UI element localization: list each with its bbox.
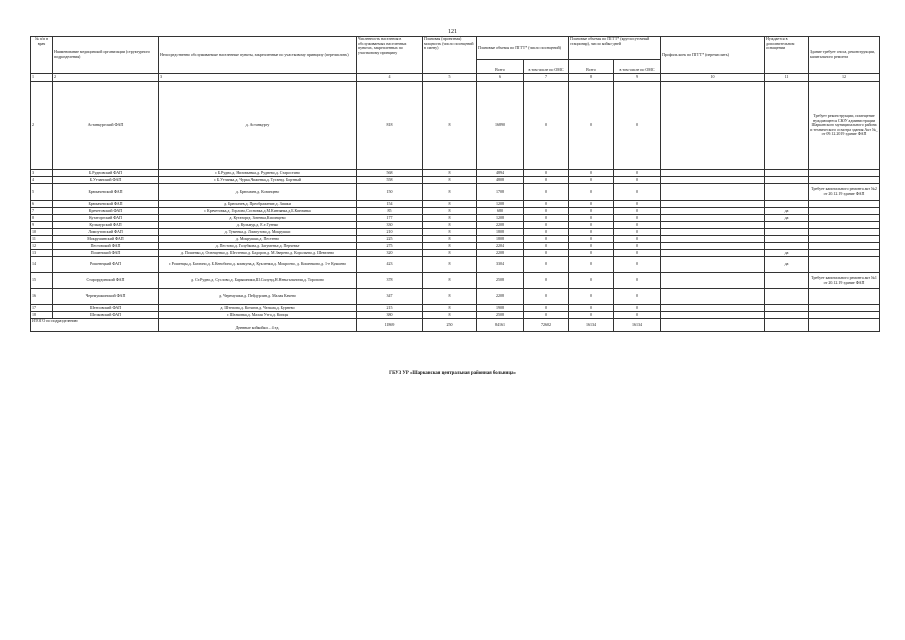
capacity: 8 [423, 184, 477, 201]
capacity: 8 [423, 229, 477, 236]
visits-oms: 0 [524, 312, 569, 319]
table-row [31, 184, 880, 201]
total-beds: 16134 [569, 319, 614, 332]
settlements: с Рошенцы,д. Бахтино,д. Б.Кенобино,д. коммуна,д. Кукленки,д. Мокроево, д. Кошенково,д. 1-е Кукшево [159, 257, 357, 273]
beds-total: 0 [569, 273, 614, 289]
beds-oms: 0 [614, 236, 661, 243]
capacity: 8 [423, 250, 477, 257]
beds-total: 0 [569, 229, 614, 236]
table-row [31, 305, 880, 312]
row-number: 16 [31, 289, 53, 305]
total-population: 11869 [357, 319, 423, 332]
facilities-table [30, 36, 880, 332]
equipment-need: да [765, 215, 809, 222]
row-number: 13 [31, 250, 53, 257]
row-number: 7 [31, 208, 53, 215]
capacity: 8 [423, 222, 477, 229]
visits-total: 680 [477, 208, 524, 215]
population: 378 [357, 273, 423, 289]
visits-oms: 0 [524, 243, 569, 250]
population: 215 [357, 305, 423, 312]
visits-total: 2508 [477, 312, 524, 319]
beds-oms: 0 [614, 305, 661, 312]
facility-name: Кутаторгский ФАП [53, 215, 159, 222]
settlements: д. Астанкургу [159, 82, 357, 170]
visits-total: 3304 [477, 257, 524, 273]
visits-oms: 0 [524, 305, 569, 312]
colnum: 3 [159, 74, 357, 82]
colnum: 4 [357, 74, 423, 82]
beds-total: 0 [569, 257, 614, 273]
equipment-need [765, 229, 809, 236]
beds-oms: 0 [614, 289, 661, 305]
repair-status [809, 243, 880, 250]
colnum: 1 [31, 74, 53, 82]
table-row [31, 170, 880, 177]
visits-total: 4808 [477, 177, 524, 184]
total-beds-oms: 16134 [614, 319, 661, 332]
header-beds-total: Всего [569, 60, 614, 74]
repair-status [809, 201, 880, 208]
population: 275 [357, 243, 423, 250]
settlements: д. Мокрушки,д. Пестеево [159, 236, 357, 243]
header-repair: Здание требует сноса, реконструкции, капитального ремонта [809, 37, 880, 74]
capacity: 8 [423, 305, 477, 312]
population: 85 [357, 208, 423, 215]
beds-oms: 0 [614, 250, 661, 257]
total-row [31, 319, 880, 332]
header-visits-total: Всего [477, 60, 524, 74]
visits-oms: 0 [524, 184, 569, 201]
facility-name: Шелковский ФАП [53, 312, 159, 319]
beds-oms: 0 [614, 215, 661, 222]
equipment-need [765, 170, 809, 177]
visits-oms: 0 [524, 170, 569, 177]
colnum: 9 [614, 74, 661, 82]
header-equipment: Нуждается в дополнительном оснащении [765, 37, 809, 74]
facility-name: Б.Рудновский ФАП [53, 170, 159, 177]
row-number: 15 [31, 273, 53, 289]
facility-name: Кульмурский ФАП [53, 222, 159, 229]
capacity: 8 [423, 208, 477, 215]
page-number: 121 [448, 29, 457, 35]
total-visits-oms: 72602 [524, 319, 569, 332]
equipment-need: да [765, 250, 809, 257]
header-capacity: Плановая (проектная) мощность (число посещений в смену) [423, 37, 477, 74]
settlements: д. Пестово,д. Голубкова,д. Загуменье,д. Перчевье [159, 243, 357, 250]
beds-oms: 0 [614, 273, 661, 289]
beds-total: 0 [569, 184, 614, 201]
bed-profile [661, 170, 765, 177]
facility-name: Рошенецкий ФАП [53, 257, 159, 273]
table-row [31, 289, 880, 305]
visits-oms: 0 [524, 250, 569, 257]
repair-status [809, 289, 880, 305]
repair-status: Требует капитального ремонта акт №2 от 20.12.19 здание ФАП [809, 184, 880, 201]
population: 423 [357, 257, 423, 273]
beds-oms: 0 [614, 243, 661, 250]
repair-status [809, 250, 880, 257]
repair-status [809, 305, 880, 312]
capacity: 8 [423, 177, 477, 184]
header-org: Наименование медицинской организации (структурного подразделения) [53, 37, 159, 74]
beds-oms: 0 [614, 222, 661, 229]
visits-oms: 0 [524, 229, 569, 236]
beds-oms: 0 [614, 170, 661, 177]
visits-total: 2208 [477, 222, 524, 229]
settlements: д. Брюхачев,д. Преображение,д. Зишки [159, 201, 357, 208]
population: 225 [357, 236, 423, 243]
colnum: 12 [809, 74, 880, 82]
bed-profile [661, 184, 765, 201]
table-row [31, 257, 880, 273]
beds-total: 0 [569, 201, 614, 208]
row-number: 6 [31, 201, 53, 208]
colnum: 6 [477, 74, 524, 82]
bed-profile [661, 250, 765, 257]
visits-total: 1808 [477, 236, 524, 243]
visits-total: 2208 [477, 289, 524, 305]
facility-name: Б.Утчанский ФАП [53, 177, 159, 184]
settlements: с Б.Утчанка,д. Чурка,Чиженка,д. Тугаевд. Бортный [159, 177, 357, 184]
table-row [31, 177, 880, 184]
settlements: д. Кутаторгд. Зитенка,Кисинцево [159, 215, 357, 222]
facility-name: Пошенский ФАП [53, 250, 159, 257]
visits-total: 1208 [477, 215, 524, 222]
capacity: 8 [423, 289, 477, 305]
beds-oms: 0 [614, 201, 661, 208]
repair-status [809, 222, 880, 229]
equipment-need [765, 222, 809, 229]
beds-oms: 0 [614, 208, 661, 215]
equipment-need [765, 236, 809, 243]
visits-total: 16890 [477, 82, 524, 170]
table-row [31, 236, 880, 243]
equipment-need [765, 305, 809, 312]
capacity: 8 [423, 201, 477, 208]
visits-oms: 0 [524, 236, 569, 243]
bed-profile [661, 243, 765, 250]
facility-name: Старорудинский ФАП [53, 273, 159, 289]
visits-total: 2208 [477, 250, 524, 257]
table-row [31, 229, 880, 236]
repair-status [809, 312, 880, 319]
capacity: 8 [423, 170, 477, 177]
visits-oms: 0 [524, 177, 569, 184]
row-number: 10 [31, 229, 53, 236]
total-profile [661, 319, 765, 332]
bed-profile [661, 289, 765, 305]
facility-name: Брюхачевский ФАП [53, 201, 159, 208]
header-beds-oms: в том числе по ОМС [614, 60, 661, 74]
header-visits: Плановые объемы по ПГГТ* (число посещений) [477, 37, 569, 60]
visits-oms: 0 [524, 273, 569, 289]
repair-status [809, 208, 880, 215]
facility-name: Мокрушинский ФАП [53, 236, 159, 243]
beds-total: 0 [569, 312, 614, 319]
beds-total: 0 [569, 177, 614, 184]
settlements: д. Черемушки,д. Пейдурлин,д. Малая Качево [159, 289, 357, 305]
population: 568 [357, 170, 423, 177]
capacity: 8 [423, 236, 477, 243]
population: 347 [357, 289, 423, 305]
header-row [31, 37, 880, 60]
colnum: 10 [661, 74, 765, 82]
beds-total: 0 [569, 170, 614, 177]
row-number: 12 [31, 243, 53, 250]
row-number: 8 [31, 215, 53, 222]
equipment-need: да [765, 257, 809, 273]
beds-total: 0 [569, 305, 614, 312]
header-population: Численность населения в обслуживаемых населенных пунктах, закрепленных по участковому принципу [357, 37, 423, 74]
beds-total: 0 [569, 236, 614, 243]
equipment-need [765, 82, 809, 170]
visits-oms: 0 [524, 201, 569, 208]
beds-total: 0 [569, 250, 614, 257]
capacity: 8 [423, 243, 477, 250]
repair-status [809, 215, 880, 222]
settlements: д. Туменка,д. Ломпутово,д. Мокрушки [159, 229, 357, 236]
visits-total: 1208 [477, 201, 524, 208]
equipment-need [765, 243, 809, 250]
visits-oms: 0 [524, 257, 569, 273]
bed-profile [661, 208, 765, 215]
table-row [31, 243, 880, 250]
repair-status: Требует капитального ремонта акт №1 от 20.12.19 здание ФАП [809, 273, 880, 289]
facility-name: Пестовский ФАП [53, 243, 159, 250]
row-number: 11 [31, 236, 53, 243]
bed-profile [661, 229, 765, 236]
settlements: с Б.Рудно,д. Низовьевка,д. Руднево,д. Старостино [159, 170, 357, 177]
row-number: 4 [31, 177, 53, 184]
facility-name: Ломпутовский ФАП [53, 229, 159, 236]
capacity: 8 [423, 312, 477, 319]
facility-name: Брюхачевский ФАП [53, 184, 159, 201]
table-row [31, 222, 880, 229]
table-row [31, 250, 880, 257]
visits-oms: 0 [524, 208, 569, 215]
repair-status: Требует реконструкции, помещение нуждающееся СЮУ администрации Шарканского муниципального района и технического осмотра здания Акт №_ от 09.12.2019 здание ФАП [809, 82, 880, 170]
settlements: д. Ст.Рудно,д. Суслово,д. Барышники,Ш.Силунд,Н.Невьгальничи,д. Торопово [159, 273, 357, 289]
beds-total: 0 [569, 243, 614, 250]
population: 380 [357, 312, 423, 319]
settlements: д. Брюхачев,д. Козинцево [159, 184, 357, 201]
table-row [31, 312, 880, 319]
visits-oms: 0 [524, 215, 569, 222]
total-repair [809, 319, 880, 332]
colnum: 2 [53, 74, 159, 82]
row-number: 2 [31, 82, 53, 170]
visits-total: 1708 [477, 184, 524, 201]
beds-oms: 0 [614, 177, 661, 184]
table-row [31, 208, 880, 215]
header-num: № п/п в врач [31, 37, 53, 74]
column-number-row [31, 74, 880, 82]
population: 818 [357, 82, 423, 170]
visits-total: 1808 [477, 229, 524, 236]
visits-oms: 0 [524, 82, 569, 170]
colnum: 5 [423, 74, 477, 82]
capacity: 8 [423, 82, 477, 170]
facility-name: Астанкургский ФАП [53, 82, 159, 170]
header-settlements: Непосредственно обслуживаемые населенные пункты, закрепленные по участковому принципу (перечислить) [159, 37, 357, 74]
bed-profile [661, 257, 765, 273]
beds-oms: 0 [614, 257, 661, 273]
beds-total: 0 [569, 208, 614, 215]
beds-oms: 0 [614, 229, 661, 236]
equipment-need [765, 184, 809, 201]
settlements: д. Кульмур,д. Е.е.Гуенко [159, 222, 357, 229]
facility-name: Штеповский ФАП [53, 305, 159, 312]
repair-status [809, 170, 880, 177]
visits-total: 2204 [477, 243, 524, 250]
bed-profile [661, 177, 765, 184]
total-equipment [765, 319, 809, 332]
beds-total: 0 [569, 215, 614, 222]
bed-profile [661, 201, 765, 208]
row-number: 5 [31, 184, 53, 201]
row-number: 14 [31, 257, 53, 273]
row-number: 18 [31, 312, 53, 319]
beds-total: 0 [569, 289, 614, 305]
settlements: с Шелковка,д. Малая Утга,д. Копцы [159, 312, 357, 319]
equipment-need: да [765, 208, 809, 215]
population: 154 [357, 201, 423, 208]
beds-oms: 0 [614, 184, 661, 201]
beds-total: 0 [569, 222, 614, 229]
repair-status [809, 257, 880, 273]
visits-total: 1908 [477, 305, 524, 312]
population: 150 [357, 184, 423, 201]
repair-status [809, 229, 880, 236]
repair-status [809, 177, 880, 184]
settlements: д. Штепова,д. Котягов,д. Чельма,д. Бурнево [159, 305, 357, 312]
colnum: 11 [765, 74, 809, 82]
capacity: 8 [423, 215, 477, 222]
equipment-need [765, 273, 809, 289]
visits-total: 2508 [477, 273, 524, 289]
bed-profile [661, 222, 765, 229]
table-row [31, 215, 880, 222]
row-number: 3 [31, 170, 53, 177]
bed-profile [661, 273, 765, 289]
colnum: 8 [569, 74, 614, 82]
population: 558 [357, 177, 423, 184]
population: 320 [357, 250, 423, 257]
total-label: ИТОГО по подразделению [31, 319, 159, 332]
bed-profile [661, 236, 765, 243]
settlements: с Кречетовка,д. Горлово,Сосновка,д.М.Кинзянка,д.Б.Кинзянка [159, 208, 357, 215]
header-profile: Профиль коек по ПГГТ* (перечислить) [661, 37, 765, 74]
beds-total: 0 [569, 82, 614, 170]
bed-profile [661, 312, 765, 319]
settlements: д. Пошенко,д. Оснещенко,д. Шестенко,д. Бадоров,д. М.Зверено,д. Корольево,д. Шевелево [159, 250, 357, 257]
population: 330 [357, 222, 423, 229]
total-settlements: Дневные койкойки – 4 ед. [159, 319, 357, 332]
bed-profile [661, 305, 765, 312]
bed-profile [661, 215, 765, 222]
equipment-need [765, 201, 809, 208]
table-row [31, 201, 880, 208]
facility-name: Кречетовский ФАП [53, 208, 159, 215]
beds-oms: 0 [614, 82, 661, 170]
header-beds: Плановые объемы по ПГГТ* (круглосуточный стационар), число койко-дней [569, 37, 661, 60]
equipment-need [765, 177, 809, 184]
population: 210 [357, 229, 423, 236]
visits-oms: 0 [524, 289, 569, 305]
visits-total: 4894 [477, 170, 524, 177]
capacity: 8 [423, 257, 477, 273]
row-number: 9 [31, 222, 53, 229]
table-row [31, 273, 880, 289]
visits-oms: 0 [524, 222, 569, 229]
bed-profile [661, 82, 765, 170]
capacity: 8 [423, 273, 477, 289]
equipment-need [765, 289, 809, 305]
population: 177 [357, 215, 423, 222]
repair-status [809, 236, 880, 243]
beds-oms: 0 [614, 312, 661, 319]
row-number: 17 [31, 305, 53, 312]
total-visits: 84161 [477, 319, 524, 332]
facility-name: Черемушкинский ФАП [53, 289, 159, 305]
colnum: 7 [524, 74, 569, 82]
organization-footer: ГБУЗ УР «Шарканская центральная районная больница» [389, 371, 516, 376]
header-visits-oms: в том числе по ОМС [524, 60, 569, 74]
table-row [31, 82, 880, 170]
total-capacity: 250 [423, 319, 477, 332]
equipment-need [765, 312, 809, 319]
